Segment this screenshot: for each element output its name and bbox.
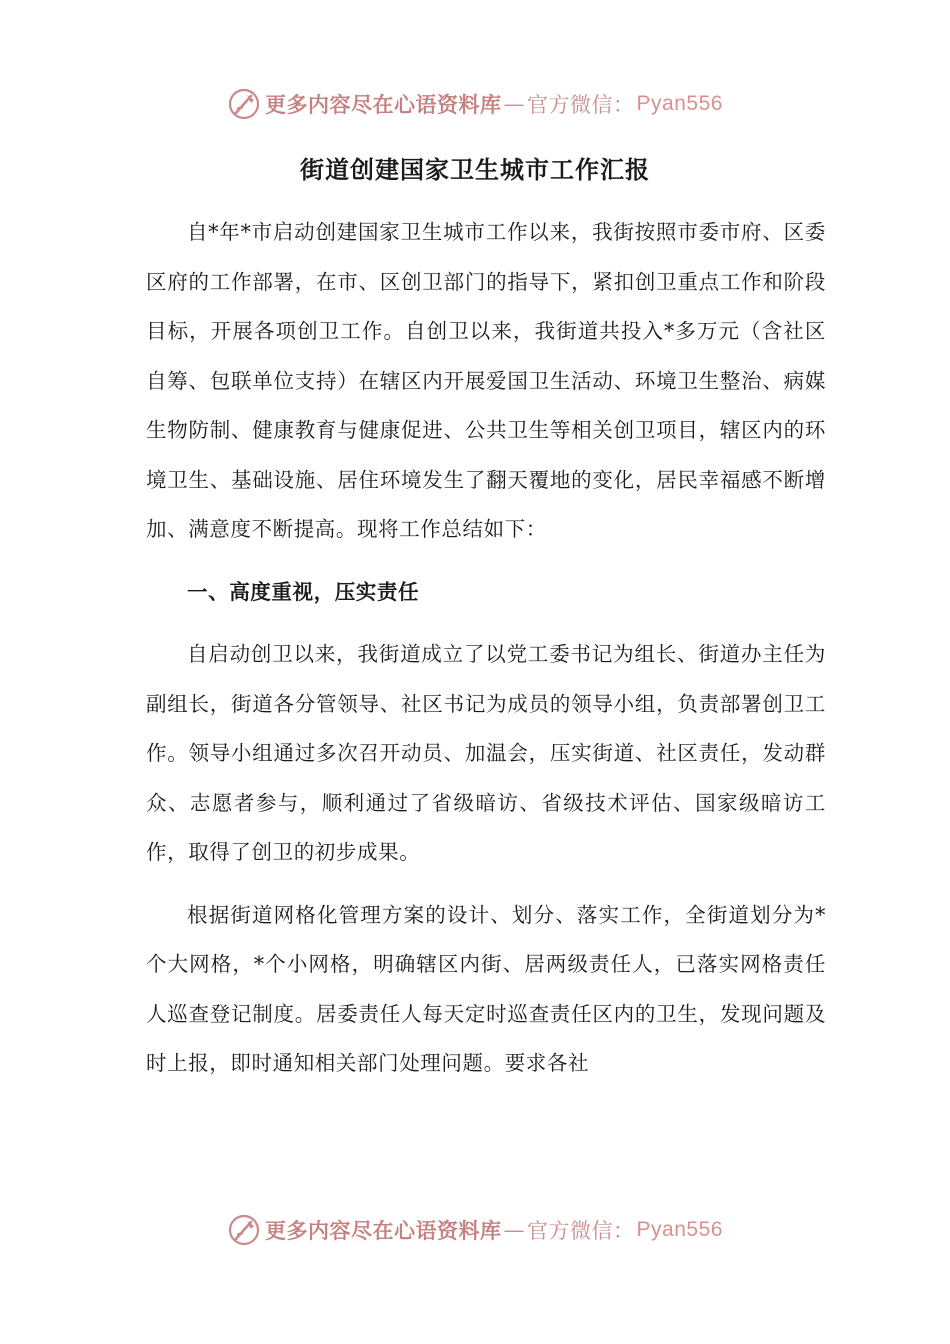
body-paragraph: 根据街道网格化管理方案的设计、划分、落实工作，全街道划分为*个大网格，*个小网格，明确辖区内街、居两级责任人，已落实网格责任人巡查登记制度。居委责任人每天定时巡查责任区内的卫生，发现问题及时上报，即时通知相关部门处理问题。要求各社 xyxy=(146,902,826,1075)
body-paragraph: 自启动创卫以来，我街道成立了以党工委书记为组长、街道办主任为副组长，街道各分管领导、社区书记为成员的领导小组，负责部署创卫工作。领导小组通过多次召开动员、加温会，压实街道、社区责任，发动群众、志愿者参与，顺利通过了省级暗访、省级技术评估、国家级暗访工作，取得了创卫的初步成果。 xyxy=(146,642,826,864)
watermark-account: Pyan556 xyxy=(636,1218,723,1241)
footer-watermark-banner xyxy=(0,1210,950,1250)
watermark-wechat-label: 官方微信： xyxy=(527,93,635,117)
watermark-brand-text: 更多内容尽在心语资料库 xyxy=(265,92,502,117)
pen-circle-logo-icon xyxy=(227,1213,261,1247)
watermark-brand-text: 更多内容尽在心语资料库 xyxy=(265,1218,502,1243)
watermark-dash: — xyxy=(503,92,526,116)
document-title: 街道创建国家卫生城市工作汇报 xyxy=(300,155,650,184)
watermark-account: Pyan556 xyxy=(636,92,723,115)
document-body xyxy=(146,208,826,1089)
header-watermark-banner xyxy=(0,84,950,124)
pen-circle-logo-icon xyxy=(227,87,261,121)
section-heading: 一、高度重视，压实责任 xyxy=(187,579,420,604)
intro-paragraph: 自*年*市启动创建国家卫生城市工作以来，我街按照市委市府、区委区府的工作部署，在市、区创卫部门的指导下，紧扣创卫重点工作和阶段目标，开展各项创卫工作。自创卫以来，我街道共投入*多万元（含社区自筹、包联单位支持）在辖区内开展爱国卫生活动、环境卫生整治、病媒生物防制、健康教育与健康促进、公共卫生等相关创卫项目，辖区内的环境卫生、基础设施、居住环境发生了翻天覆地的变化，居民幸福感不断增加、满意度不断提高。现将工作总结如下： xyxy=(146,220,826,541)
watermark-wechat-label: 官方微信： xyxy=(527,1219,635,1243)
watermark-dash: — xyxy=(503,1218,526,1242)
